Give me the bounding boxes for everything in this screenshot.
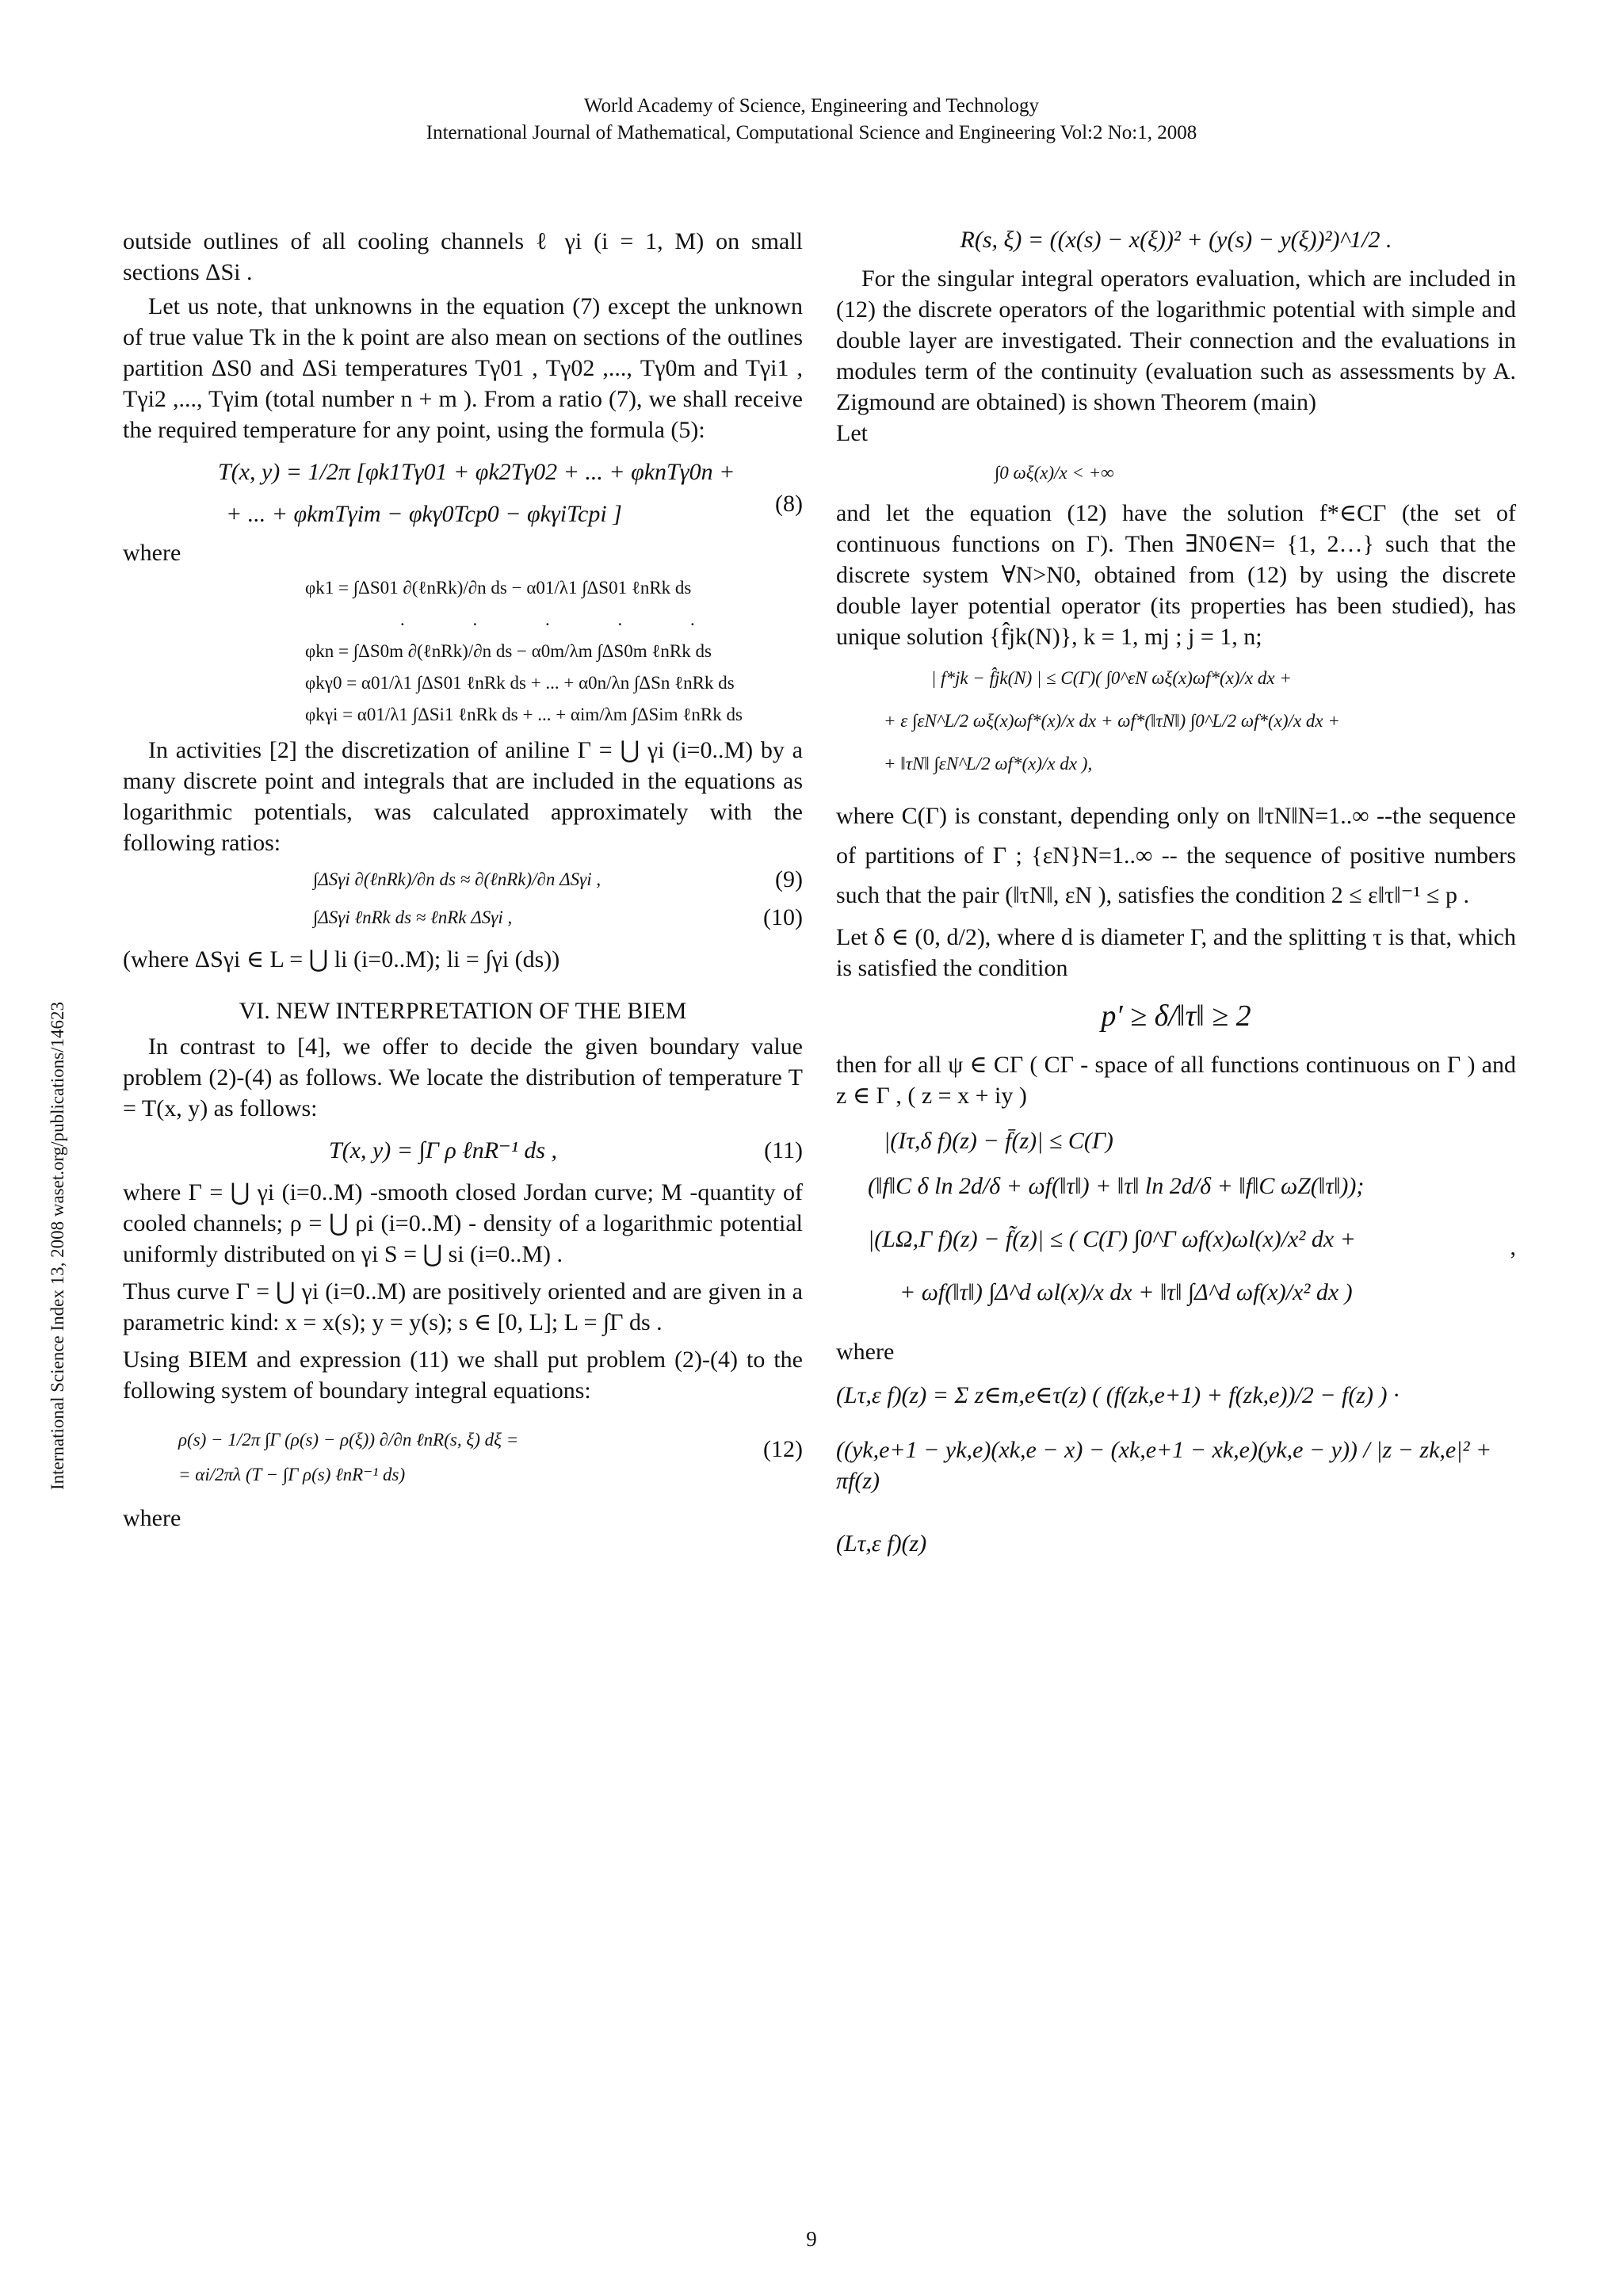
left-column: [123, 226, 803, 1534]
journal-header-line2: International Journal of Mathematical, Computational Science and Engineering Vol:2 No:1, 2008: [426, 122, 1197, 143]
equation-9: [123, 868, 803, 892]
phi-definitions: [123, 576, 803, 727]
formula: (Lτ,ε f)(z) = Σ z∈m,e∈τ(z) ( (f(zk,e+1) + f(zk,e))/2 − f(z) ) ·: [836, 1382, 1400, 1408]
paragraph: where: [836, 1339, 895, 1365]
right-column: [836, 226, 1516, 1565]
paragraph: where C(Γ) is constant, depending only on ‖τN‖N=1..∞ --the sequence of partitions of Γ ; {εN}N=1..∞ -- the sequence of positive numbers such that the pair (‖τN‖, εN ), satisfies the condition 2 ≤ ε‖τ‖⁻¹ ≤ p .: [836, 803, 1516, 908]
punctuation: ,: [1510, 1234, 1516, 1260]
formula: (Lτ,ε f)(z): [836, 1530, 927, 1557]
equation-R: R(s, ξ) = ((x(s) − x(ξ))² + (y(s) − y(ξ))²)^1/2 .: [960, 227, 1392, 253]
journal-header-line1: World Academy of Science, Engineering and Technology: [583, 95, 1040, 117]
formula: (‖f‖C δ ln 2d/δ + ωf(‖τ‖) + ‖τ‖ ln 2d/δ + ‖f‖C ωZ(‖τ‖));: [868, 1173, 1365, 1199]
formula: φk1 = ∫ΔS01 ∂(ℓnRk)/∂n ds − α01/λ1 ∫ΔS01 ℓnRk ds: [305, 578, 692, 598]
formula: φkn = ∫ΔS0m ∂(ℓnRk)/∂n ds − α0m/λm ∫ΔS0m ℓnRk ds: [305, 641, 712, 661]
condition: p′ ≥ δ/‖τ‖ ≥ 2: [1101, 999, 1251, 1033]
formula: |(Iτ,δ f)(z) − f̄(z)| ≤ C(Γ): [884, 1128, 1113, 1154]
paragraph: Let: [836, 420, 868, 446]
sidebar-citation: International Science Index 13, 2008 waset.org/publications/14623: [48, 1002, 67, 1490]
page-number: 9: [806, 2227, 817, 2251]
ellipsis: . . . . .: [400, 609, 727, 629]
formula: φkγ0 = α01/λ1 ∫ΔS01 ℓnRk ds + ... + α0n/λn ∫ΔSn ℓnRk ds: [305, 673, 735, 693]
condition: ∫0 ωξ(x)/x < +∞: [995, 463, 1114, 483]
equation-number: (8): [775, 491, 803, 517]
formula: |(LΩ,Γ f)(z) − f̃(z)| ≤ ( C(Γ) ∫0^Γ ωf(x)ωl(x)/x² dx +: [868, 1226, 1356, 1252]
paragraph: where: [123, 540, 181, 566]
paragraph: and let the equation (12) have the solution f*∈CΓ (the set of continuous functions on Γ). Then ∃N0∈N= {1, 2…} such that the discrete system ∀N>N0, obtained from (12) by using the discrete double layer potential operator (its properties has been studied), has unique solution {f̂jk(N)}, k = 1, mj ; j = 1, n;: [836, 500, 1516, 650]
paragraph: Using BIEM and expression (11) we shall put problem (2)-(4) to the following system of boundary integral equations:: [123, 1347, 803, 1404]
equation-number: (10): [763, 904, 803, 930]
formula: + ε ∫εN^L/2 ωξ(x)ωf*(x)/x dx + ωf*(‖τN‖) ∫0^L/2 ωf*(x)/x dx +: [884, 711, 1340, 731]
paragraph: For the singular integral operators evaluation, which are included in (12) the discrete operators of the logarithmic potential with simple and double layer are investigated. Their connection and the evaluations in modules term of the continuity (evaluation such as assessments by A. Zigmound are obtained) is shown Theorem (main): [836, 266, 1516, 415]
equation-number: (9): [775, 866, 803, 892]
equation-number: (11): [764, 1137, 803, 1163]
equation-number: (12): [763, 1436, 803, 1462]
estimate: [836, 667, 1516, 776]
paragraph: where Γ = ⋃ γi (i=0..M) -smooth closed Jordan curve; M -quantity of cooled channels; ρ = ⋃ ρi (i=0..M) - density of a logarithmic potential uniformly distributed on γi S = ⋃ si (i=0..M) .: [123, 1179, 803, 1267]
paragraph: (where ΔSγi ∈ L = ⋃ li (i=0..M); li = ∫γi (ds)): [123, 946, 560, 972]
paragraph: Thus curve Γ = ⋃ γi (i=0..M) are positively oriented and are given in a parametric kind: x = x(s); y = y(s); s ∈ [0, L]; L = ∫Γ ds .: [123, 1278, 803, 1335]
equation-11: [123, 1135, 803, 1166]
paragraph: In contrast to [4], we offer to decide the given boundary value problem (2)-(4) as follows. We locate the distribution of temperature T = T(x, y) as follows:: [123, 1033, 803, 1121]
equation-line: T(x, y) = 1/2π [φk1Tγ01 + φk2Tγ02 + ... + φknTγ0n +: [218, 459, 735, 485]
formula: + ‖τN‖ ∫εN^L/2 ωf*(x)/x dx ),: [884, 754, 1093, 774]
paragraph: outside outlines of all cooling channels ℓ γi (i = 1, M) on small sections ΔSi .: [123, 228, 803, 285]
equation-10: [123, 906, 803, 930]
formula: ∫ΔSγi ℓnRk ds ≈ ℓnRk ΔSγi ,: [313, 907, 513, 927]
equation-8: [123, 457, 803, 529]
paragraph: Let δ ∈ (0, d/2), where d is diameter Γ, and the splitting τ is that, which is satisfied the condition: [836, 924, 1516, 981]
formula: T(x, y) = ∫Γ ρ ℓnR⁻¹ ds ,: [329, 1137, 558, 1163]
equation-line: ρ(s) − 1/2π ∫Γ (ρ(s) − ρ(ξ)) ∂/∂n ℓnR(s, ξ) dξ =: [178, 1430, 519, 1450]
inequalities: [836, 1125, 1516, 1308]
formula: ((yk,e+1 − yk,e)(xk,e − x) − (xk,e+1 − xk,e)(yk,e − y)) / |z − zk,e|² + πf(z): [836, 1437, 1492, 1494]
formula: φkγi = α01/λ1 ∫ΔSi1 ℓnRk ds + ... + αim/λm ∫ΔSim ℓnRk ds: [305, 705, 743, 724]
formula-row: [836, 1224, 1516, 1260]
paragraph: where: [123, 1505, 181, 1531]
equation-12: [123, 1428, 803, 1487]
formula: ∫ΔSγi ∂(ℓnRk)/∂n ds ≈ ∂(ℓnRk)/∂n ΔSγi ,: [313, 869, 601, 889]
paragraph: In activities [2] the discretization of aniline Γ = ⋃ γi (i=0..M) by a many discrete point and integrals that are included in the equations as logarithmic potentials, was calculated approximately with the following ratios:: [123, 737, 803, 856]
formula: | f*jk − f̂jk(N) | ≤ C(Γ)( ∫0^εN ωξ(x)ωf*(x)/x dx +: [931, 668, 1292, 688]
paragraph: Let us note, that unknowns in the equation (7) except the unknown of true value Tk in the k point are also mean on sections of the outlines partition ΔS0 and ΔSi temperatures Tγ01 , Tγ02 ,..., Tγ0m and Tγi1 , Tγi2 ,..., Tγim (total number n + m ). From a ratio (7), we shall receive the required temperature for any point, using the formula (5):: [123, 293, 803, 443]
formula: + ωf(‖τ‖) ∫Δ^d ωl(x)/x dx + ‖τ‖ ∫Δ^d ωf(x)/x² dx ): [899, 1279, 1353, 1305]
operator-definition: [836, 1380, 1516, 1559]
equation-line: + ... + φkmTγim − φkγ0Tcp0 − φkγiTcpi ]: [226, 501, 622, 527]
paragraph: then for all ψ ∈ CΓ ( CΓ - space of all functions continuous on Γ ) and z ∈ Γ , ( z = x + iy ): [836, 1052, 1516, 1109]
section-heading: VI. NEW INTERPRETATION OF THE BIEM: [239, 998, 687, 1024]
equation-line: = αi/2πλ (T − ∫Γ ρ(s) ℓnR⁻¹ ds): [178, 1465, 406, 1484]
